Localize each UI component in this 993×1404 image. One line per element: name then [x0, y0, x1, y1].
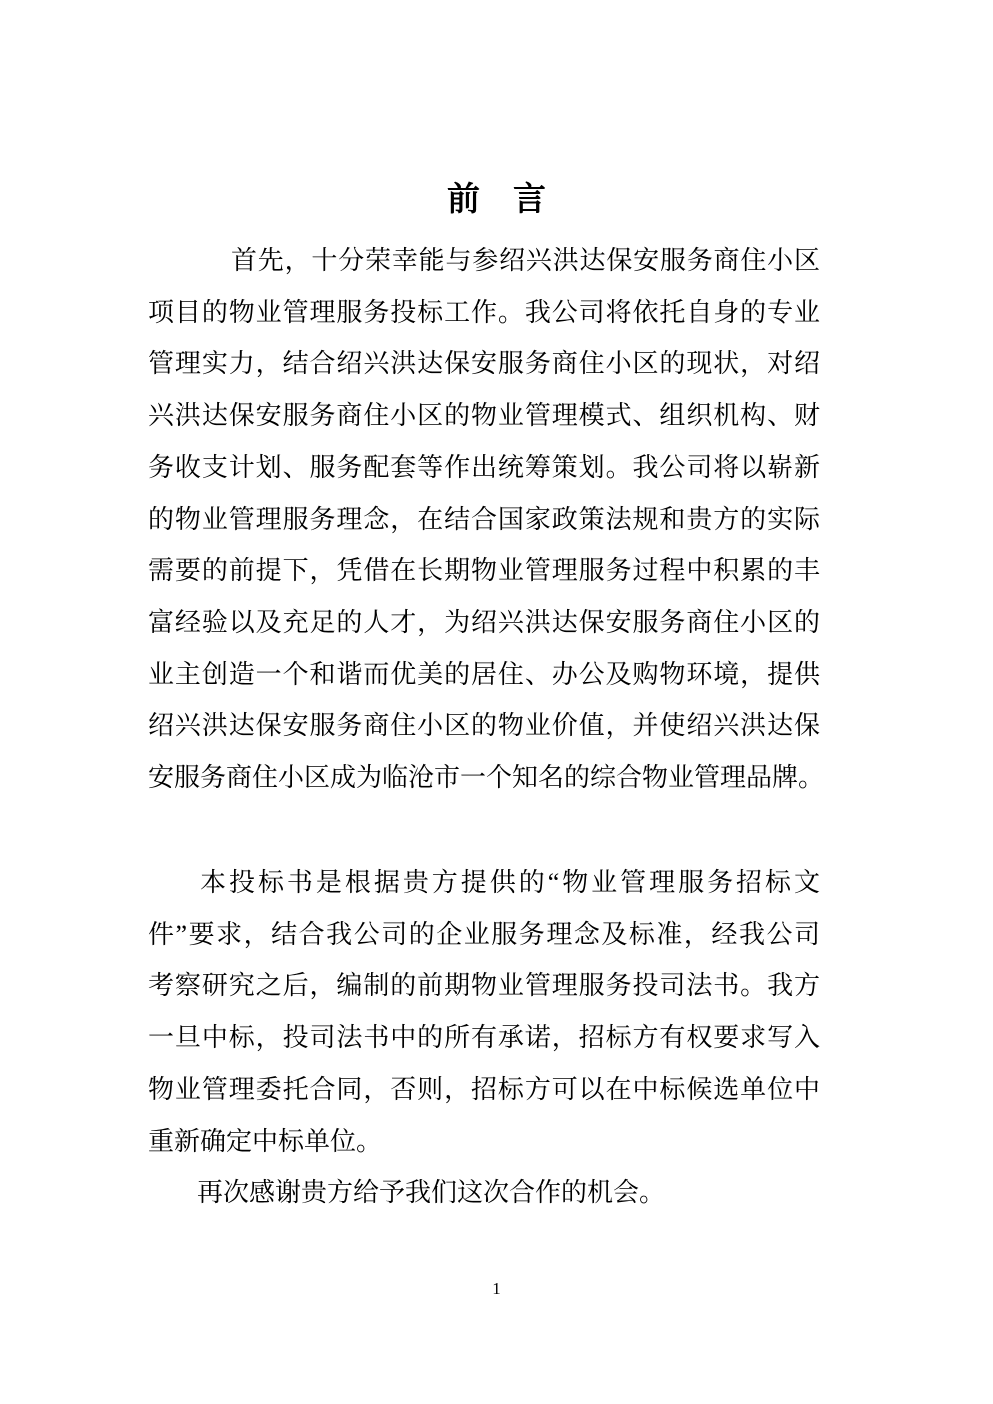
- text-line: 管理实力，结合绍兴洪达保安服务商住小区的现状，对绍: [148, 349, 820, 379]
- page-number: 1: [492, 1279, 501, 1298]
- text-line: 绍兴洪达保安服务商住小区的物业价值，并使绍兴洪达保: [148, 711, 820, 741]
- text-line: 本投标书是根据贵方提供的“物业管理服务招标文: [200, 868, 820, 897]
- text-line: 项目的物业管理服务投标工作。我公司将依托自身的专业: [148, 297, 820, 327]
- text-line: 重新确定中标单位。: [148, 1126, 383, 1156]
- text-line: 务收支计划、服务配套等作出统筹策划。我公司将以崭新: [148, 452, 820, 482]
- text-line: 考察研究之后，编制的前期物业管理服务投司法书。我方: [148, 971, 820, 1001]
- text-line: 再次感谢贵方给予我们这次合作的机会。: [197, 1178, 666, 1207]
- text-line: 物业管理委托合同，否则，招标方可以在中标候选单位中: [148, 1074, 820, 1104]
- text-line: 兴洪达保安服务商住小区的物业管理模式、组织机构、财: [148, 401, 820, 431]
- text-line: 需要的前提下，凭借在长期物业管理服务过程中积累的丰: [148, 556, 820, 586]
- text-line: 富经验以及充足的人才，为绍兴洪达保安服务商住小区的: [148, 607, 820, 637]
- paragraph-intro: [148, 235, 825, 804]
- page-title: 前 言: [447, 182, 546, 218]
- text-line: 首先，十分荣幸能与参绍兴洪达保安服务商住小区: [231, 246, 820, 275]
- text-line: 的物业管理服务理念，在结合国家政策法规和贵方的实际: [148, 504, 820, 534]
- text-line: 安服务商住小区成为临沧市一个知名的综合物业管理品牌。: [148, 763, 825, 793]
- paragraph-bid-basis: [148, 857, 820, 1167]
- paragraph-thanks: [148, 1167, 820, 1219]
- text-line: 业主创造一个和谐而优美的居住、办公及购物环境，提供: [148, 659, 820, 689]
- text-line: 件”要求，结合我公司的企业服务理念及标准，经我公司: [148, 919, 820, 949]
- text-line: 一旦中标，投司法书中的所有承诺，招标方有权要求写入: [148, 1023, 820, 1053]
